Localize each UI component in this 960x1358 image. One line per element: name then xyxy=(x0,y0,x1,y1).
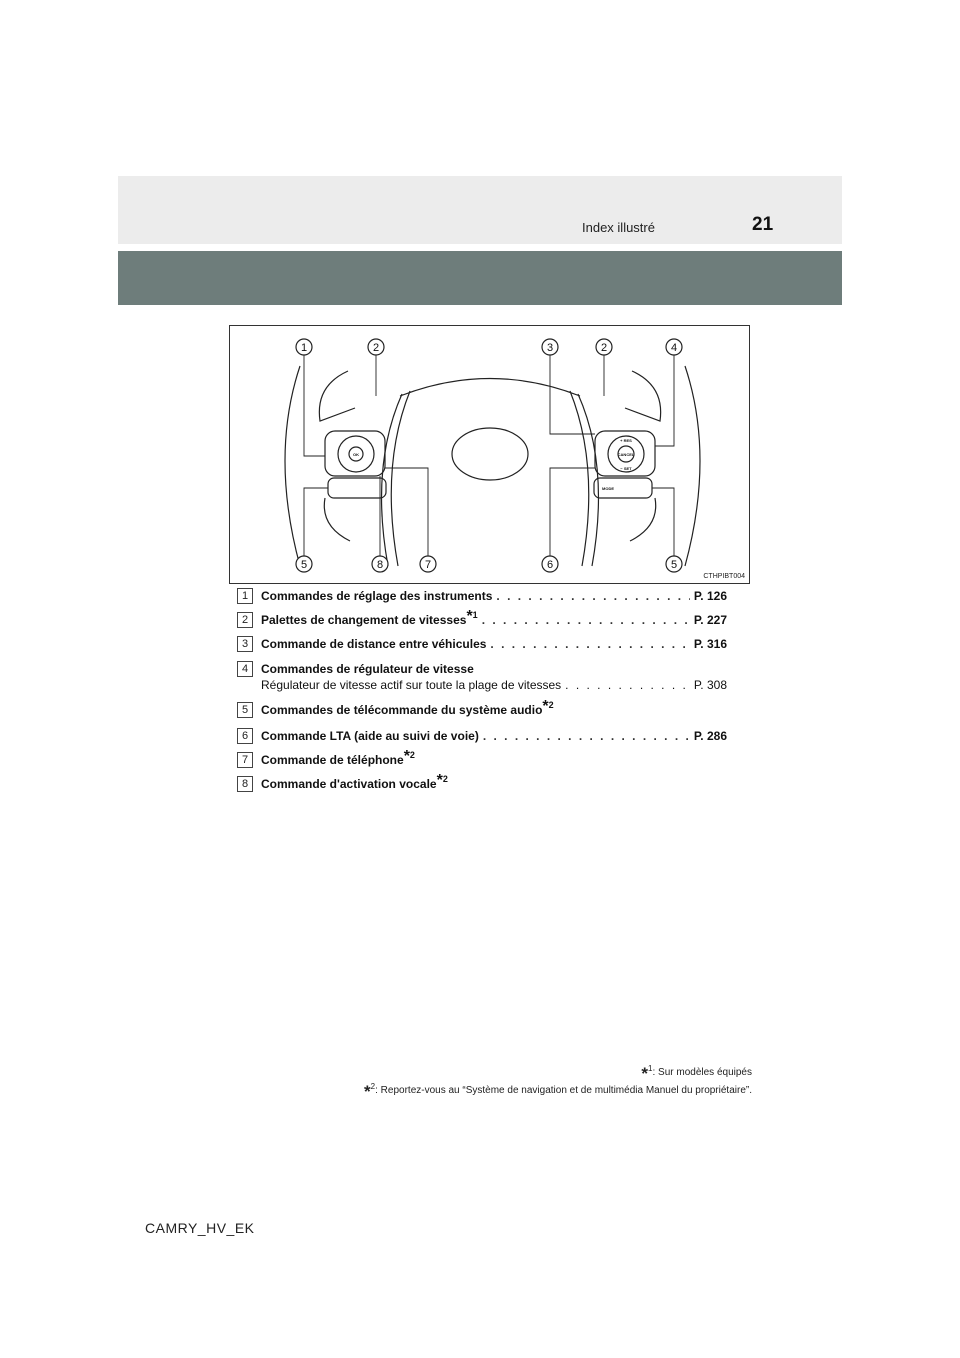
left-paddle xyxy=(319,371,355,421)
footnote-marker: *2 xyxy=(542,698,554,715)
header-band xyxy=(118,176,842,244)
switch-label-ok: OK xyxy=(353,452,359,457)
callout-top-1: 1 xyxy=(300,342,308,354)
wheel-right-outer-arc xyxy=(685,366,700,566)
leader-dots xyxy=(565,677,690,693)
callout-bottom-5: 5 xyxy=(670,559,678,571)
item-label: Commande d'activation vocale$^{*2}$ xyxy=(261,772,448,791)
page-reference: P. 286 xyxy=(693,729,727,743)
item-number: 5 xyxy=(237,702,253,718)
leader-dots xyxy=(496,588,689,604)
callout-top-3: 3 xyxy=(546,342,554,354)
switch-label-set: − SET xyxy=(620,466,632,471)
callout-bottom-1: 5 xyxy=(300,559,308,571)
item-sub-label: Régulateur de vitesse actif sur toute la plage de vitesses xyxy=(261,678,562,692)
left-spoke-inner xyxy=(391,391,410,566)
footnote-marker: *2 xyxy=(403,748,415,765)
callout-bottom-2: 8 xyxy=(376,559,384,571)
switch-label-cancel: CANCEL xyxy=(617,452,635,457)
item-label: Palettes de changement de vitesses$^{*1}$ xyxy=(261,608,478,627)
item-number: 1 xyxy=(237,588,253,604)
wheel-left-outer-arc xyxy=(285,366,300,566)
steering-wheel-illustration xyxy=(229,325,750,584)
item-number: 7 xyxy=(237,752,253,768)
left-lower-switch xyxy=(328,478,386,498)
airbag-emblem xyxy=(452,428,528,480)
footnote-marker: *2 xyxy=(436,772,448,789)
item-label: Commandes de réglage des instruments xyxy=(261,589,493,603)
left-lower-spoke xyxy=(324,498,350,541)
item-label: Commande de distance entre véhicules xyxy=(261,637,487,651)
leader-4 xyxy=(655,354,674,446)
callout-top-4: 2 xyxy=(600,342,608,354)
leader-dots xyxy=(482,612,690,628)
leader-dots xyxy=(490,636,689,652)
page-reference: P. 126 xyxy=(693,589,727,603)
item-number: 6 xyxy=(237,728,253,744)
item-label: Commande de téléphone$^{*2}$ xyxy=(261,748,415,767)
item-number: 3 xyxy=(237,636,253,652)
footnote-1: *$^1$: Sur modèles équipés xyxy=(641,1064,752,1083)
item-number: 2 xyxy=(237,612,253,628)
page-reference: P. 316 xyxy=(693,637,727,651)
right-paddle xyxy=(625,371,661,421)
section-title: Index illustré xyxy=(582,220,655,235)
footnote-2: *$^2$: Reportez-vous au “Système de navigation et de multimédia Manuel du propriétaire”. xyxy=(364,1082,752,1101)
item-label: Commandes de régulateur de vitesse xyxy=(261,662,474,676)
figure-code: CTHPIBT004 xyxy=(703,573,745,580)
footnote-marker: *1 xyxy=(466,608,478,625)
right-lower-spoke xyxy=(630,498,656,541)
switch-label-res: + RES xyxy=(620,438,632,443)
leader-dots xyxy=(483,728,690,744)
section-banner xyxy=(118,251,842,305)
item-number: 4 xyxy=(237,661,253,677)
steering-wheel-drawing xyxy=(230,326,751,585)
callout-top-2: 2 xyxy=(372,342,380,354)
page-reference: P. 308 xyxy=(693,678,727,692)
item-label: Commande LTA (aide au suivi de voie) xyxy=(261,729,479,743)
footnotes xyxy=(364,1062,752,1101)
item-number: 8 xyxy=(237,776,253,792)
wheel-top-rim xyxy=(400,379,580,397)
page-reference: P. 227 xyxy=(693,613,727,627)
switch-label-mode: MODE xyxy=(602,486,614,491)
item-label: Commandes de télécommande du système audio$^{*2}$ xyxy=(261,698,554,717)
page-number: 21 xyxy=(752,214,774,235)
callout-bottom-4: 6 xyxy=(546,559,554,571)
callout-top-5: 4 xyxy=(670,342,678,354)
right-spoke-inner xyxy=(570,391,589,566)
document-code: CAMRY_HV_EK xyxy=(145,1220,255,1236)
callout-bottom-3: 7 xyxy=(424,559,432,571)
leader-1 xyxy=(304,354,325,456)
